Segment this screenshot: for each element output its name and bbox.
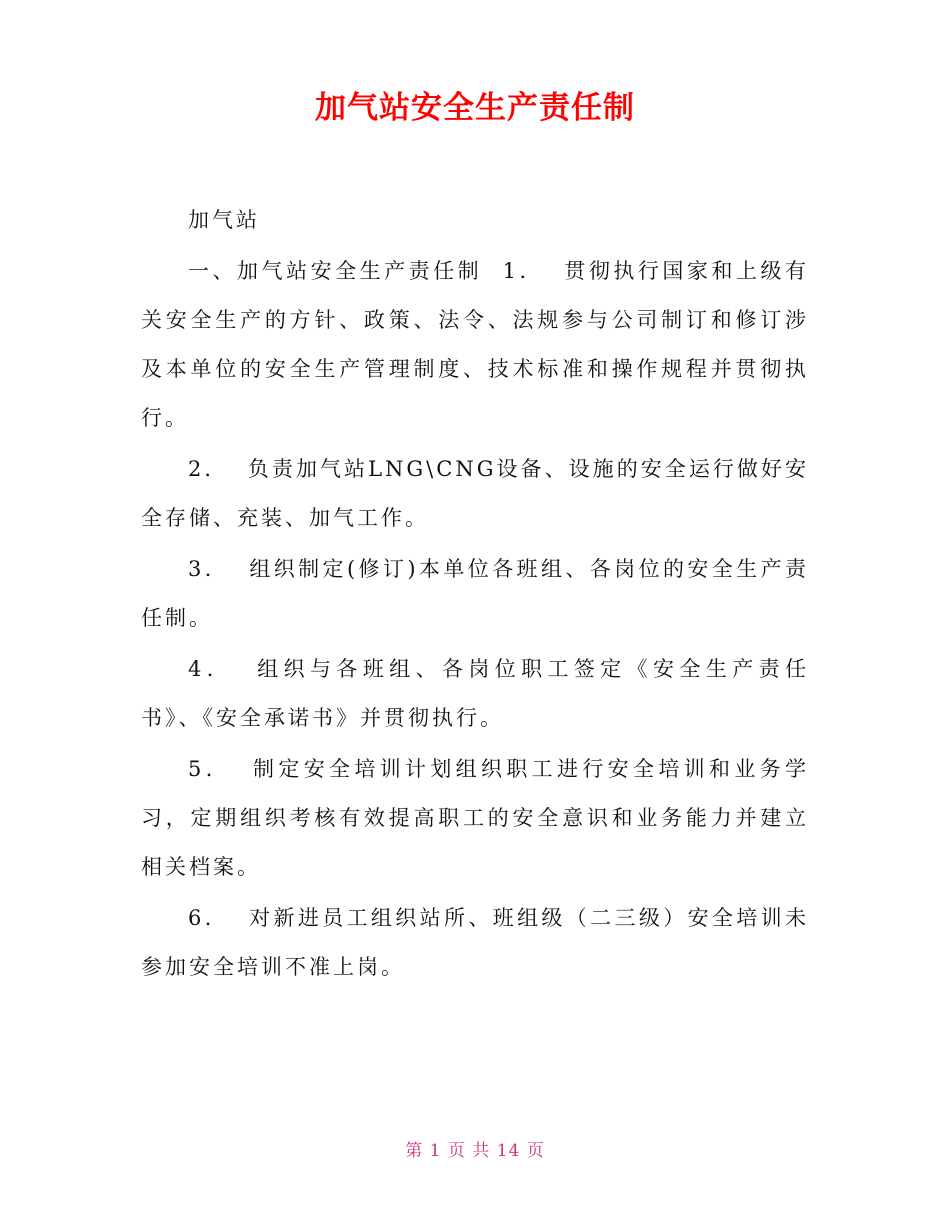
- paragraph-item-6: 6． 对新进员工组织站所、班组级（二三级）安全培训未参加安全培训不准上岗。: [141, 906, 809, 979]
- paragraph-station: 加气站: [188, 208, 260, 232]
- paragraph-item-2: 2． 负责加气站LNG\CNG设备、设施的安全运行做好安全存储、充装、加气工作。: [141, 457, 809, 530]
- page-number-footer: 第 1 页 共 14 页: [405, 1141, 545, 1161]
- paragraph-item-5: 5． 制定安全培训计划组织职工进行安全培训和业务学习，定期组织考核有效提高职工的安全意识和业务能力并建立相关档案。: [141, 757, 809, 879]
- paragraph-item-3: 3． 组织制定(修订)本单位各班组、各岗位的安全生产责任制。: [141, 557, 809, 630]
- paragraph-item-1: 一、加气站安全生产责任制 1． 贯彻执行国家和上级有关安全生产的方针、政策、法令、法规参与公司制订和修订涉及本单位的安全生产管理制度、技术标准和操作规程并贯彻执行。: [141, 259, 809, 430]
- page-title: 加气站安全生产责任制: [315, 90, 635, 126]
- paragraph-item-4: 4． 组织与各班组、各岗位职工签定《安全生产责任书》、《安全承诺书》并贯彻执行。: [141, 657, 809, 730]
- document-body: [141, 196, 809, 994]
